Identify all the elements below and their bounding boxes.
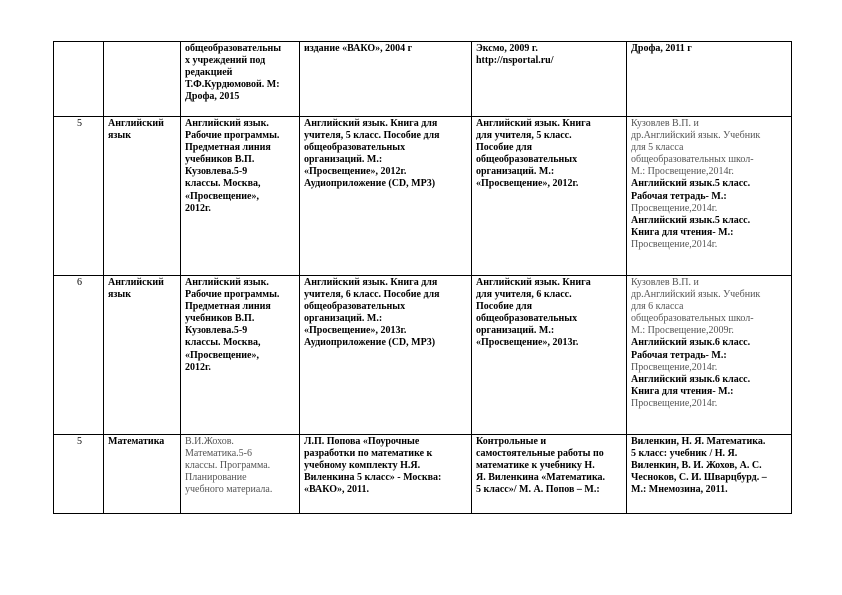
cell-text-line: Английский язык.5 класс. bbox=[631, 178, 751, 190]
textbook-cell bbox=[627, 276, 792, 435]
cell-text-line: Эксмо, 2009 г. bbox=[476, 43, 538, 54]
cell-text-line: М.: Просвещение,2014г. bbox=[631, 166, 734, 178]
cell-text-line: http://nsportal.ru/ bbox=[476, 55, 554, 67]
cell-text-line: Английский язык. bbox=[185, 277, 269, 288]
cell-text-line: Виленкина 5 класс» - Москва: bbox=[304, 472, 442, 484]
subject-cell bbox=[104, 435, 181, 514]
cell-text-line: для 6 класса bbox=[631, 301, 684, 313]
cell-text-line: организаций. М.: bbox=[476, 325, 555, 337]
cell-text-line: Просвещение,2014г. bbox=[631, 238, 718, 250]
cell-text-line: для учителя, 6 класс. bbox=[476, 289, 572, 301]
cell-text-line: Рабочая тетрадь- М.: bbox=[631, 190, 727, 202]
cell-text-line: Пособие для bbox=[476, 142, 532, 154]
textbook-cell bbox=[627, 117, 792, 276]
cell-text-line: Контрольные и bbox=[476, 436, 547, 447]
cell-text-line: Виленкин, Н. Я. Математика. bbox=[631, 436, 766, 447]
cell-text-line: Предметная линия bbox=[185, 142, 271, 154]
cell-text-line: Английский язык. Книга для bbox=[304, 118, 438, 129]
cell-text-line: «Просвещение», bbox=[185, 349, 259, 361]
cell-text-line: Просвещение,2014г. bbox=[631, 397, 718, 409]
teacher-manual-cell bbox=[300, 276, 472, 435]
cell-text-line: Английский язык.6 класс. bbox=[631, 373, 751, 385]
table-row bbox=[54, 42, 792, 117]
cell-text-line: Предметная линия bbox=[185, 301, 271, 313]
control-materials-cell bbox=[472, 435, 627, 514]
cell-text-line: «Просвещение», 2012г. bbox=[476, 178, 579, 190]
program-cell bbox=[181, 276, 300, 435]
cell-text-line: учебного материала. bbox=[185, 484, 273, 496]
cell-text-line: для учителя, 5 класс. bbox=[476, 130, 572, 142]
cell-text-line: х учреждений под bbox=[185, 55, 266, 67]
cell-text-line: Аудиоприложение (CD, MP3) bbox=[304, 337, 436, 349]
cell-text-line: язык bbox=[108, 130, 131, 142]
cell-text-line: Рабочие программы. bbox=[185, 130, 280, 142]
teacher-manual-cell bbox=[300, 42, 472, 117]
cell-text-line: Английский bbox=[108, 277, 164, 288]
control-materials-cell bbox=[472, 117, 627, 276]
cell-text-line: издание «ВАКО», 2004 г bbox=[304, 43, 413, 54]
cell-text-line: «Просвещение», 2012г. bbox=[304, 166, 407, 178]
cell-text-line: Кузовлев В.П. и bbox=[631, 118, 699, 129]
cell-text-line: математике к учебнику Н. bbox=[476, 460, 595, 472]
cell-text-line: Пособие для bbox=[476, 301, 532, 313]
cell-text-line: Кузовлев В.П. и bbox=[631, 277, 699, 288]
subject-cell bbox=[104, 42, 181, 117]
cell-text-line: Книга для чтения- М.: bbox=[631, 226, 734, 238]
cell-text-line: Просвещение,2014г. bbox=[631, 202, 718, 214]
control-materials-cell bbox=[472, 276, 627, 435]
cell-text-line: учебников В.П. bbox=[185, 313, 255, 325]
cell-text-line: общеобразовательных bbox=[476, 313, 578, 325]
subject-cell bbox=[104, 276, 181, 435]
cell-text-line: Л.П. Попова «Поурочные bbox=[304, 436, 420, 447]
cell-text-line: Дрофа, 2011 г bbox=[631, 43, 692, 54]
cell-text-line: Английский bbox=[108, 118, 164, 129]
cell-text-line: Кузовлева.5-9 bbox=[185, 166, 248, 178]
cell-text-line: язык bbox=[108, 289, 131, 301]
program-cell bbox=[181, 435, 300, 514]
cell-text-line: организаций. М.: bbox=[476, 166, 555, 178]
cell-text-line: общеобразовательных bbox=[476, 154, 578, 166]
cell-text-line: «Просвещение», 2013г. bbox=[476, 337, 579, 349]
cell-text-line: др.Английский язык. Учебник bbox=[631, 130, 761, 142]
cell-text-line: 2012г. bbox=[185, 202, 211, 214]
control-materials-cell bbox=[472, 42, 627, 117]
cell-text-line: «ВАКО», 2011. bbox=[304, 484, 369, 496]
cell-text-line: «Просвещение», bbox=[185, 190, 259, 202]
cell-text-line: М.: Мнемозина, 2011. bbox=[631, 484, 728, 496]
cell-text-line: редакцией bbox=[185, 67, 233, 79]
cell-text-line: Чесноков, С. И. Шварцбурд. – bbox=[631, 472, 767, 484]
cell-text-line: М.: Просвещение,2009г. bbox=[631, 325, 734, 337]
cell-text-line: 2012г. bbox=[185, 361, 211, 373]
cell-text-line: учебников В.П. bbox=[185, 154, 255, 166]
cell-text-line: др.Английский язык. Учебник bbox=[631, 289, 761, 301]
cell-text-line: Виленкин, В. И. Жохов, А. С. bbox=[631, 460, 762, 472]
cell-text-line: Я. Виленкина «Математика. bbox=[476, 472, 606, 484]
textbook-cell bbox=[627, 42, 792, 117]
cell-text-line: организаций. М.: bbox=[304, 154, 383, 166]
cell-text-line: Книга для чтения- М.: bbox=[631, 385, 734, 397]
cell-text-line: разработки по математике к bbox=[304, 448, 433, 460]
cell-text-line: Английский язык.5 класс. bbox=[631, 214, 751, 226]
cell-text-line: Просвещение,2014г. bbox=[631, 361, 718, 373]
cell-text-line: Математика.5-6 bbox=[185, 448, 253, 460]
cell-text-line: общеобразовательных bbox=[304, 301, 406, 313]
cell-text-line: классы. Москва, bbox=[185, 178, 261, 190]
teacher-manual-cell bbox=[300, 435, 472, 514]
cell-text-line: В.И.Жохов. bbox=[185, 436, 234, 447]
teacher-manual-cell bbox=[300, 117, 472, 276]
cell-text-line: Планирование bbox=[185, 472, 247, 484]
cell-text-line: Английский язык.6 класс. bbox=[631, 337, 751, 349]
curriculum-table bbox=[53, 41, 792, 514]
cell-text-line: учебному комплекту Н.Я. bbox=[304, 460, 421, 472]
cell-text-line: Рабочая тетрадь- М.: bbox=[631, 349, 727, 361]
row-number-cell: 5 bbox=[54, 117, 104, 276]
cell-text-line: Т.Ф.Курдюмовой. М: bbox=[185, 79, 280, 91]
cell-text-line: для 5 класса bbox=[631, 142, 684, 154]
row-number-cell: 6 bbox=[54, 276, 104, 435]
cell-text-line: Английский язык. Книга bbox=[476, 118, 591, 129]
textbook-cell bbox=[627, 435, 792, 514]
program-cell bbox=[181, 117, 300, 276]
cell-text-line: классы. Москва, bbox=[185, 337, 261, 349]
cell-text-line: общеобразовательны bbox=[185, 43, 282, 54]
cell-text-line: Дрофа, 2015 bbox=[185, 91, 240, 103]
cell-text-line: организаций. М.: bbox=[304, 313, 383, 325]
cell-text-line: Кузовлева.5-9 bbox=[185, 325, 248, 337]
cell-text-line: классы. Программа. bbox=[185, 460, 271, 472]
cell-text-line: общеобразовательных bbox=[304, 142, 406, 154]
subject-cell bbox=[104, 117, 181, 276]
cell-text-line: 5 класс»/ М. А. Попов – М.: bbox=[476, 484, 600, 496]
cell-text-line: «Просвещение», 2013г. bbox=[304, 325, 407, 337]
row-number-cell bbox=[54, 42, 104, 117]
cell-text-line: Английский язык. bbox=[185, 118, 269, 129]
cell-text-line: учителя, 5 класс. Пособие для bbox=[304, 130, 440, 142]
row-number-cell: 5 bbox=[54, 435, 104, 514]
cell-text-line: общеобразовательных школ- bbox=[631, 154, 754, 166]
cell-text-line: Математика bbox=[108, 436, 165, 447]
cell-text-line: Аудиоприложение (CD, MP3) bbox=[304, 178, 436, 190]
cell-text-line: самостоятельные работы по bbox=[476, 448, 604, 460]
cell-text-line: учителя, 6 класс. Пособие для bbox=[304, 289, 440, 301]
table-row bbox=[54, 435, 792, 514]
table-row bbox=[54, 117, 792, 276]
program-cell bbox=[181, 42, 300, 117]
cell-text-line: Английский язык. Книга bbox=[476, 277, 591, 288]
cell-text-line: 5 класс: учебник / Н. Я. bbox=[631, 448, 738, 460]
table-row bbox=[54, 276, 792, 435]
cell-text-line: Английский язык. Книга для bbox=[304, 277, 438, 288]
cell-text-line: Рабочие программы. bbox=[185, 289, 280, 301]
cell-text-line: общеобразовательных школ- bbox=[631, 313, 754, 325]
